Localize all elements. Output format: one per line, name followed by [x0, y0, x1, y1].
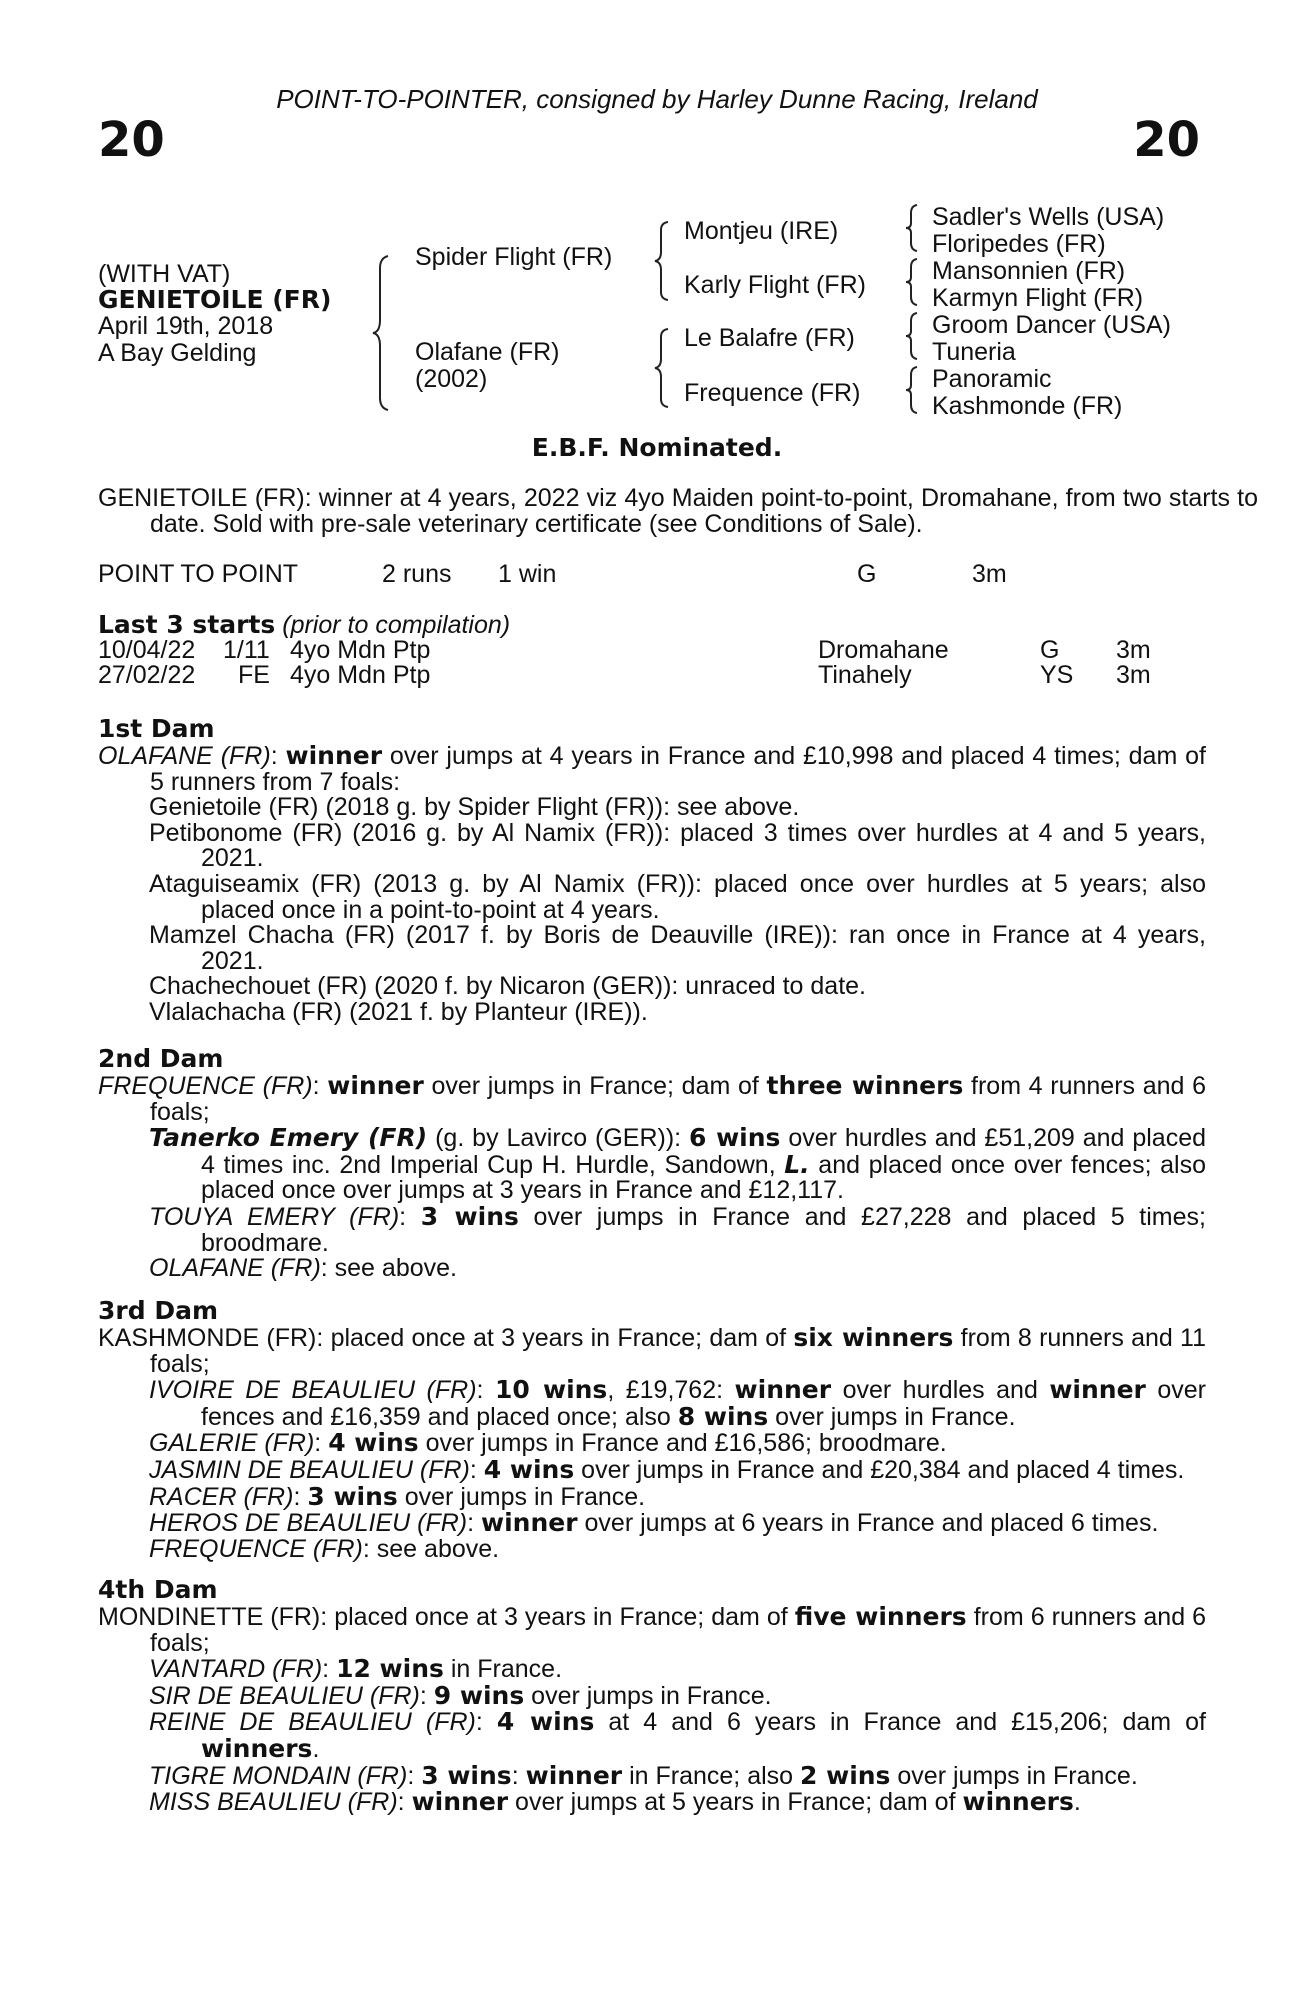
text: over jumps at 6 years in France and placed 6 times.: [577, 1509, 1159, 1538]
record-going: G: [857, 560, 877, 588]
produce-item: [98, 1709, 1206, 1762]
text: over jumps in France.: [768, 1402, 1016, 1431]
bold-text: 4 wins: [496, 1707, 595, 1737]
text: (g. by Lavirco (GER)):: [427, 1124, 690, 1153]
listed-marker: L.: [784, 1149, 810, 1179]
ancestor-8: Kashmonde (FR): [932, 392, 1123, 420]
produce-item: Ataguiseamix (FR) (2013 g. by Al Namix (FR)): placed once over hurdles at 5 years; also placed once in a point-to-point at 4 years.: [149, 869, 1206, 924]
last-starts-heading: [98, 612, 510, 639]
text: over jumps in France and £27,228 and placed 5 times; broodmare.: [201, 1202, 1206, 1257]
second-dam-section: [98, 1044, 1206, 1282]
produce-item: [98, 1680, 1206, 1710]
text: in France; also: [622, 1761, 800, 1790]
bold-text: winner: [1049, 1375, 1146, 1405]
bold-text: 3 wins: [421, 1760, 512, 1790]
lot-number-left: 20: [98, 112, 165, 168]
text: over jumps in France.: [524, 1681, 772, 1710]
bold-text: winner: [481, 1508, 578, 1538]
produce-name: HEROS DE BEAULIEU (FR): [149, 1509, 468, 1538]
ancestor-4: Karmyn Flight (FR): [932, 284, 1144, 312]
text: from 8 runners and 11 foals;: [150, 1324, 1207, 1378]
bold-text: 10 wins: [494, 1375, 608, 1405]
text: :: [314, 1429, 329, 1458]
first-dam-heading: 1st Dam: [98, 714, 215, 743]
ancestor-5: Groom Dancer (USA): [932, 311, 1171, 339]
bold-text: 8 wins: [677, 1401, 769, 1431]
second-dam-heading: 2nd Dam: [98, 1044, 224, 1073]
bold-text: 9 wins: [433, 1680, 525, 1710]
last-starts-note: (prior to compilation): [282, 611, 511, 639]
g-brace-1: [903, 203, 921, 253]
text: :: [322, 1655, 337, 1684]
start-date: 10/04/22: [98, 636, 196, 664]
start-row: [0, 663, 1314, 689]
foaling-date: April 19th, 2018: [98, 312, 274, 340]
third-dam-paragraph: [98, 1325, 1206, 1377]
first-dam-name: OLAFANE (FR): [98, 742, 271, 770]
fourth-dam-heading: 4th Dam: [98, 1575, 218, 1604]
consignment-line: POINT-TO-POINTER, consigned by Harley Dunne Racing, Ireland: [276, 84, 1038, 114]
text: over jumps in France and £20,384 and placed 4 times.: [574, 1455, 1185, 1484]
bold-text: winner: [411, 1787, 509, 1817]
text: .: [312, 1734, 320, 1763]
bold-text: winners: [962, 1787, 1074, 1817]
start-distance: 3m: [1116, 636, 1151, 664]
text: , £19,762:: [607, 1376, 735, 1405]
produce-item: Genietoile (FR) (2018 g. by Spider Flight (FR)): see above.: [149, 793, 800, 822]
horse-name: GENIETOILE (FR): [98, 285, 332, 314]
start-going: YS: [1040, 661, 1074, 689]
text: from 6 runners and 6 foals;: [150, 1603, 1207, 1657]
g-brace-4: [903, 365, 921, 415]
produce-item: [98, 1656, 1206, 1683]
produce-name: FREQUENCE (FR): [149, 1534, 363, 1563]
third-dam-heading: 3rd Dam: [98, 1296, 218, 1325]
bold-text: five winners: [794, 1602, 967, 1631]
black-type-name: Tanerko Emery (FR): [149, 1123, 428, 1153]
produce-item: [98, 1510, 1206, 1537]
text: from 4 runners and 6 foals;: [150, 1072, 1206, 1126]
produce-name: SIR DE BEAULIEU (FR): [149, 1681, 420, 1710]
text: over jumps in France and £16,586; broodmare.: [418, 1429, 947, 1458]
ancestor-7: Panoramic: [932, 365, 1052, 393]
bold-text: winner: [525, 1760, 623, 1790]
text: in France.: [443, 1655, 563, 1684]
text: :: [475, 1708, 497, 1737]
text: over jumps in France.: [397, 1482, 646, 1511]
start-race: 4yo Mdn Ptp: [290, 661, 431, 689]
summary-paragraph: GENIETOILE (FR): winner at 4 years, 2022 viz 4yo Maiden point-to-point, Dromahane, from two starts to date. Sold with pre-sale veterinary certificate (see Conditions of Sale).: [98, 484, 1258, 538]
bold-text: 2 wins: [800, 1760, 891, 1790]
produce-name: VANTARD (FR): [149, 1655, 323, 1684]
bold-text: six winners: [793, 1323, 954, 1352]
text: KASHMONDE (FR): placed once at 3 years in France; dam of: [98, 1324, 794, 1352]
bold-text: 12 wins: [336, 1654, 444, 1684]
bold-text: 3 wins: [420, 1201, 519, 1231]
text: :: [407, 1761, 422, 1790]
text: :: [399, 1202, 421, 1231]
fourth-dam-section: [98, 1575, 1206, 1816]
produce-item: [98, 1789, 1206, 1816]
vat-note: (WITH VAT): [98, 260, 231, 288]
ancestor-6: Tuneria: [932, 338, 1016, 366]
text: over fences and £16,359 and placed once; also: [201, 1376, 1206, 1431]
text: :: [476, 1376, 495, 1405]
produce-name: TOUYA EMERY (FR): [149, 1202, 400, 1231]
produce-name: REINE DE BEAULIEU (FR): [149, 1708, 476, 1737]
last-starts-title: Last 3 starts: [98, 610, 276, 639]
produce-item: Petibonome (FR) (2016 g. by Al Namix (FR)): placed 3 times over hurdles at 4 and 5 years, 2021.: [149, 818, 1206, 873]
produce-item: [98, 1454, 1206, 1484]
bold-text: winner: [327, 1071, 424, 1100]
fourth-dam-paragraph: [98, 1604, 1206, 1656]
sire-name: Spider Flight (FR): [415, 243, 613, 271]
produce-item: [98, 1534, 1206, 1563]
text: :: [469, 1455, 484, 1484]
sire-dam: Karly Flight (FR): [684, 271, 866, 299]
produce-item: [98, 1481, 1206, 1511]
start-race: 4yo Mdn Ptp: [290, 636, 431, 664]
second-dam-paragraph: FREQUENCE (FR): winner over jumps in France; dam of three winners from 4 runners and 6 foals;: [98, 1071, 1206, 1126]
third-dam-section: [98, 1296, 1206, 1562]
start-position: FE: [238, 661, 270, 689]
produce-item: Mamzel Chacha (FR) (2017 f. by Boris de Deauville (IRE)): ran once in France at 4 years, 2021.: [149, 921, 1206, 975]
text: : see above.: [320, 1254, 457, 1283]
produce-name: IVOIRE DE BEAULIEU (FR): [149, 1376, 477, 1405]
text: over hurdles and £51,209 and placed 4 times inc. 2nd Imperial Cup H. Hurdle, Sandown,: [201, 1124, 1206, 1179]
produce-item: [98, 1430, 1206, 1457]
produce-item: [98, 1377, 1206, 1430]
dam-year: (2002): [415, 365, 488, 393]
bold-text: winners: [201, 1733, 313, 1763]
text: at 4 and 6 years in France and £15,206; dam of: [594, 1708, 1206, 1737]
dam-brace: [652, 327, 672, 409]
text: :: [467, 1509, 482, 1538]
produce-name: JASMIN DE BEAULIEU (FR): [149, 1455, 470, 1484]
text: :: [511, 1761, 526, 1790]
produce-item: [98, 1760, 1206, 1790]
dam-sire: Le Balafre (FR): [684, 324, 855, 352]
produce-name: RACER (FR): [149, 1482, 294, 1511]
first-dam-paragraph: OLAFANE (FR): winner over jumps at 4 years in France and £10,998 and placed 4 times; dam of 5 runners from 7 foals:: [98, 741, 1206, 796]
produce-name: OLAFANE (FR): [149, 1254, 321, 1283]
sire-brace: [652, 220, 672, 302]
bold-text: three winners: [766, 1071, 964, 1100]
produce-item: [98, 1201, 1206, 1257]
record-wins: 1 win: [498, 560, 557, 588]
start-course: Dromahane: [818, 636, 949, 664]
start-distance: 3m: [1116, 661, 1151, 689]
produce-item: [98, 1125, 1206, 1204]
produce-name: TIGRE MONDAIN (FR): [149, 1761, 408, 1790]
sire-dam-brace: [370, 254, 394, 412]
point-to-point-record: [0, 562, 1314, 592]
g-brace-3: [903, 311, 921, 361]
text: MONDINETTE (FR): placed once at 3 years in France; dam of: [98, 1603, 795, 1631]
bold-text: 6 wins: [689, 1123, 781, 1153]
horse-description: A Bay Gelding: [98, 339, 257, 367]
text: over hurdles and: [831, 1376, 1050, 1405]
sire-sire: Montjeu (IRE): [684, 217, 839, 245]
start-position: 1/11: [223, 636, 270, 664]
ancestor-3: Mansonnien (FR): [932, 257, 1126, 285]
ancestor-1: Sadler's Wells (USA): [932, 203, 1165, 231]
ancestor-2: Floripedes (FR): [932, 230, 1106, 258]
text: .: [1073, 1788, 1081, 1817]
record-label: POINT TO POINT: [98, 560, 299, 588]
produce-name: MISS BEAULIEU (FR): [149, 1788, 398, 1817]
bold-text: 4 wins: [483, 1454, 575, 1484]
first-dam-text: over jumps at 4 years in France and £10,998 and placed 4 times; dam of 5 runners from 7 foals:: [150, 742, 1206, 796]
dam-dam: Frequence (FR): [684, 379, 861, 407]
text: over jumps in France; dam of: [423, 1072, 767, 1100]
produce-name: GALERIE (FR): [149, 1429, 315, 1458]
text: :: [397, 1788, 412, 1817]
text: over jumps in France.: [890, 1761, 1138, 1790]
bold-text: 3 wins: [307, 1481, 398, 1511]
text: : see above.: [362, 1534, 500, 1563]
bold-text: 4 wins: [328, 1428, 419, 1458]
dam-name: Olafane (FR): [415, 338, 560, 366]
second-dam-name: FREQUENCE (FR): [98, 1072, 313, 1100]
lot-number-right: 20: [1133, 112, 1200, 168]
start-going: G: [1040, 636, 1060, 664]
nomination-note: E.B.F. Nominated.: [531, 433, 783, 462]
first-dam-section: [98, 714, 1206, 1026]
produce-item: Vlalachacha (FR) (2021 f. by Planteur (IRE)).: [149, 997, 648, 1026]
produce-item: [98, 1256, 1206, 1282]
text: and placed once over fences; also placed once over jumps at 3 years in France and £12,117.: [201, 1150, 1206, 1205]
text: over jumps at 5 years in France; dam of: [508, 1788, 963, 1817]
produce-item: Chachechouet (FR) (2020 f. by Nicaron (GER)): unraced to date.: [149, 972, 866, 1001]
record-distance: 3m: [972, 560, 1007, 588]
start-course: Tinahely: [818, 661, 912, 689]
text: :: [293, 1482, 308, 1511]
text: :: [419, 1681, 434, 1710]
g-brace-2: [903, 257, 921, 307]
first-dam-win: winner: [285, 741, 383, 770]
record-runs: 2 runs: [382, 560, 452, 588]
bold-text: winner: [734, 1375, 832, 1405]
start-date: 27/02/22: [98, 661, 196, 689]
